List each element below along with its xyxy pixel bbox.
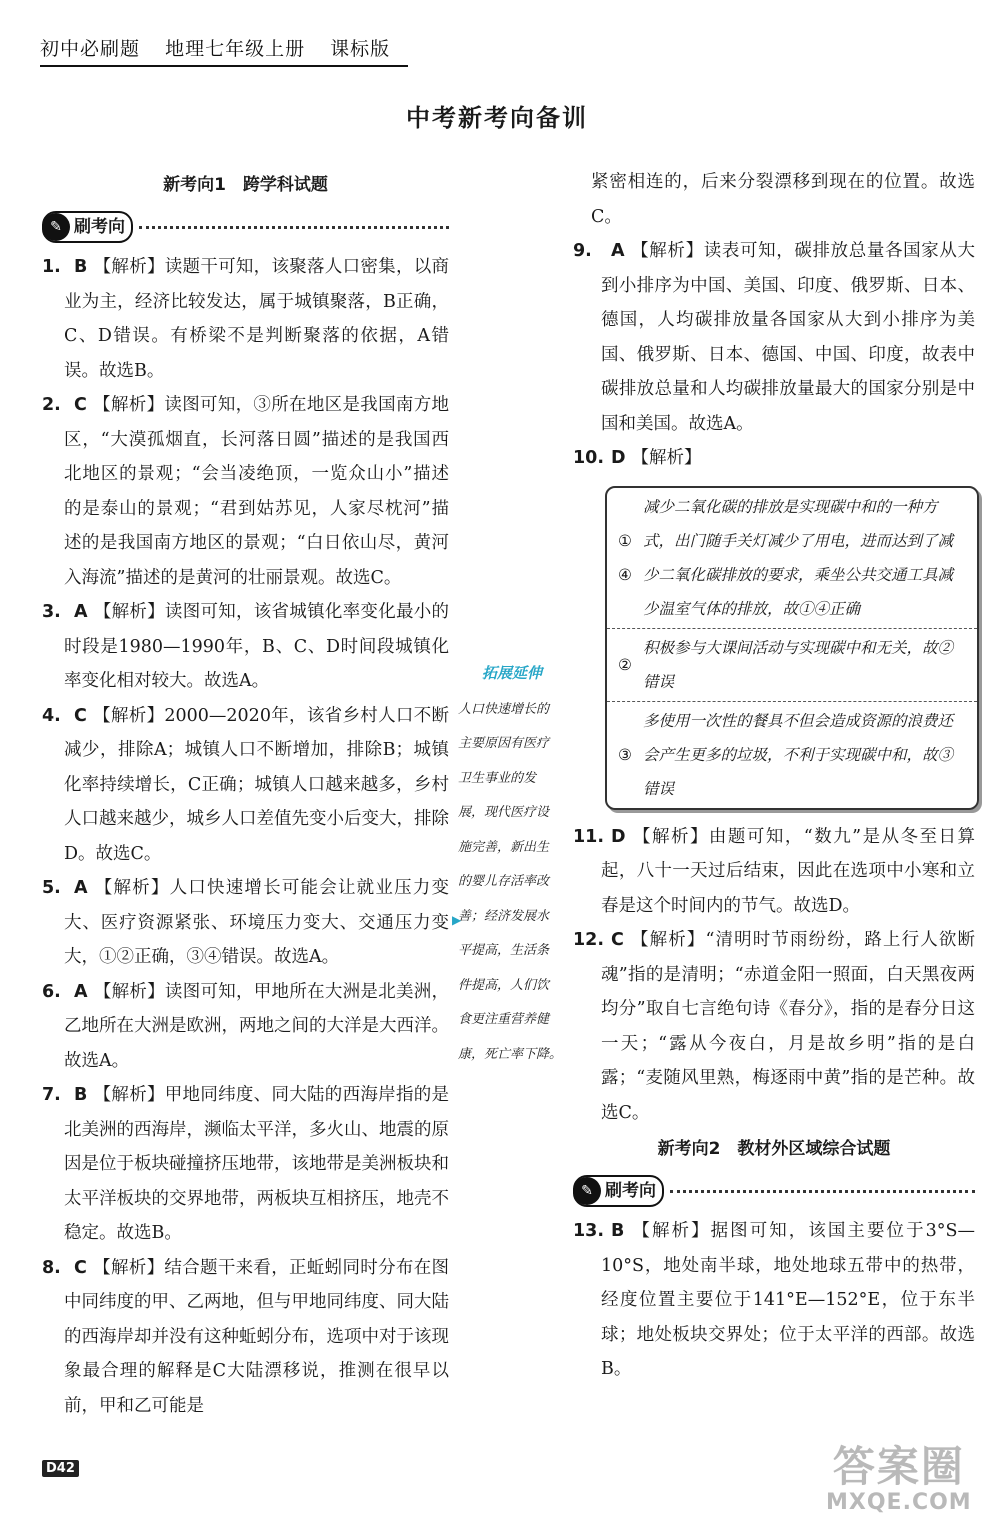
analysis-table bbox=[605, 486, 979, 810]
item-tag: 【解析】 bbox=[93, 1085, 165, 1105]
item-answer: B bbox=[74, 257, 88, 277]
subject-name: 地理七年级上册 bbox=[165, 38, 306, 60]
sidebar-line: 展，现代医疗设 bbox=[458, 805, 550, 820]
item-answer: C bbox=[611, 930, 624, 950]
item-tag: 【解析】 bbox=[93, 981, 165, 1002]
sidebar-line: 人口快速增长的 bbox=[458, 701, 550, 717]
item-number: 11. bbox=[573, 826, 605, 847]
dotted-rule bbox=[139, 226, 449, 229]
table-row bbox=[607, 629, 977, 702]
item-number: 5. bbox=[42, 878, 61, 898]
sidebar-arrow-icon: ▶ bbox=[452, 913, 462, 927]
sidebar-title: 拓展延伸 bbox=[481, 664, 542, 682]
answer-item bbox=[573, 923, 975, 1130]
answer-item bbox=[573, 820, 975, 924]
table-row bbox=[607, 488, 977, 629]
sidebar-line: 主要原因有医疗 bbox=[458, 736, 550, 751]
row-text: 减少二氧化碳的排放是实现碳中和的一种方式，出门随手关灯减少了用电，进而达到了减少二氧化碳排放的要求，乘坐公共交通工具减少温室气体的排放，故①④正确 bbox=[643, 497, 954, 618]
answer-item-9 bbox=[573, 234, 975, 441]
item-answer: C bbox=[74, 395, 87, 415]
item-text: 人口快速增长可能会让就业压力变大、医疗资源紧张、环境压力变大、交通压力变大，①②正确，③④错误。故选A。 bbox=[64, 878, 450, 967]
row-label: ② bbox=[618, 655, 632, 674]
answer-item bbox=[42, 1251, 449, 1424]
series-name: 初中必刷题 bbox=[40, 38, 141, 60]
left-column bbox=[42, 168, 449, 1423]
answer-item bbox=[42, 1078, 449, 1251]
item-tag: 【解析】 bbox=[92, 395, 165, 415]
sidebar-text bbox=[458, 693, 566, 1073]
answer-item-10 bbox=[573, 441, 975, 476]
item-text: 读图可知，甲地所在大洲是北美洲，乙地所在大洲是欧洲，两地之间的大洋是大西洋。故选A。 bbox=[64, 981, 450, 1071]
badge-row bbox=[42, 210, 449, 244]
item-answer: C bbox=[74, 705, 87, 726]
row-text: 积极参与大课间活动与实现碳中和无关，故②错误 bbox=[643, 638, 954, 691]
item-number: 3. bbox=[42, 602, 61, 622]
item-number: 13. bbox=[573, 1221, 605, 1241]
badge-row-2 bbox=[573, 1174, 975, 1208]
answer-item bbox=[42, 975, 449, 1079]
watermark-logo bbox=[826, 1442, 972, 1515]
table-row bbox=[607, 702, 977, 808]
item-answer: A bbox=[74, 981, 88, 1002]
item-text: 读图可知，③所在地区是我国南方地区，“大漠孤烟直，长河落日圆”描述的是我国西北地区的景观；“会当凌绝顶，一览众山小”描述的是泰山的景观；“君到姑苏见，人家尽枕河”描述的是我国南方地区的景观；“白日依山尽，黄河入海流”描述的是黄河的壮丽景观。故选C。 bbox=[64, 395, 450, 588]
answer-item bbox=[42, 871, 449, 975]
item-text: 读图可知，该省城镇化率变化最小的时段是1980—1990年，B、C、D时间段城镇化率变化相对较大。故选A。 bbox=[64, 602, 450, 691]
edition-name: 课标版 bbox=[330, 38, 391, 60]
practice-badge-2 bbox=[573, 1175, 664, 1207]
item-answer: B bbox=[611, 1221, 625, 1241]
item-answer: B bbox=[74, 1085, 88, 1105]
item-number: 4. bbox=[42, 705, 61, 726]
pencil-icon: ✎ bbox=[573, 1177, 601, 1205]
left-item-list bbox=[42, 250, 449, 1423]
item-text: 甲地同纬度、同大陆的西海岸指的是北美洲的西海岸，濒临太平洋，多火山、地震的原因是位于板块碰撞挤压地带，该地带是美洲板块和太平洋板块的交界地带，两板块互相挤压，地壳不稳定。故选B。 bbox=[64, 1085, 450, 1243]
extension-sidebar bbox=[458, 656, 566, 1072]
sidebar-line: 康，死亡率下降。 bbox=[458, 1046, 563, 1062]
item-tag: 【解析】 bbox=[92, 1257, 165, 1278]
sidebar-line: 善；经济发展水 bbox=[458, 908, 550, 924]
item-number: 2. bbox=[42, 395, 61, 415]
sidebar-line: 的婴儿存活率改 bbox=[458, 874, 550, 889]
item-number: 6. bbox=[42, 981, 61, 1002]
answer-item-13 bbox=[573, 1214, 975, 1387]
sidebar-line: 食更注重营养健 bbox=[458, 1012, 550, 1027]
item-number: 8. bbox=[42, 1257, 61, 1278]
item-number: 10. bbox=[573, 448, 605, 468]
item-number: 1. bbox=[42, 257, 61, 277]
item-answer: D bbox=[611, 826, 626, 847]
item-tag: 【解析】 bbox=[631, 448, 702, 468]
item-text: 结合题干来看，正蚯蚓同时分布在图中同纬度的甲、乙两地，但与甲地同纬度、同大陆的西海岸却并没有这种蚯蚓分布，选项中对于该现象最合理的解释是C大陆漂移说，推测在很早以前，甲和乙可能是 bbox=[64, 1257, 450, 1416]
row-label: ③ bbox=[618, 745, 632, 764]
practice-badge bbox=[42, 211, 133, 243]
item-text: 据图可知，该国主要位于3°S—10°S，地处南半球，地处地球五带中的热带，经度位置主要位于141°E—152°E，位于东半球；地处板块交界处；位于太平洋的西部。故选B。 bbox=[601, 1221, 976, 1379]
item-text: 2000—2020年，该省乡村人口不断减少，排除A；城镇人口不断增加，排除B；城镇化率持续增长，C正确；城镇人口越来越多，乡村人口越来越少，城乡人口差值先变小后变大，排除D。故选C。 bbox=[64, 705, 449, 864]
item-text: 读题干可知，该聚落人口密集，以商业为主，经济比较发达，属于城镇聚落，B正确，C、D错误。有桥梁不是判断聚落的依据，A错误。故选B。 bbox=[64, 257, 450, 381]
section1-title: 新考向1 跨学科试题 bbox=[163, 175, 328, 195]
item-number: 9. bbox=[573, 241, 592, 261]
running-header bbox=[40, 34, 408, 67]
item-text: 读表可知，碳排放总量各国家从大到小排序为中国、美国、印度、俄罗斯、日本、德国，人均碳排放量各国家从大到小排序为美国、俄罗斯、日本、德国、中国、印度，故表中碳排放总量和人均碳排放量最大的国家分别是中国和美国。故选A。 bbox=[601, 241, 976, 434]
item-tag: 【解析】 bbox=[630, 1221, 711, 1241]
dotted-rule bbox=[670, 1190, 975, 1193]
item-answer: D bbox=[611, 448, 626, 468]
item-answer: C bbox=[74, 1257, 87, 1278]
answer-item bbox=[42, 699, 449, 872]
sidebar-line: 件提高，人们饮 bbox=[458, 977, 550, 993]
item-answer: A bbox=[611, 241, 625, 261]
page-number: D42 bbox=[42, 1460, 79, 1477]
page-title: 中考新考向备训 bbox=[406, 104, 588, 132]
answer-item bbox=[42, 250, 449, 388]
answer-item bbox=[42, 595, 449, 699]
sidebar-line: 施完善，新出生 bbox=[458, 839, 550, 855]
item-answer: A bbox=[74, 878, 88, 898]
watermark-top: 答案圈 bbox=[832, 1442, 965, 1491]
continuation-text: 紧密相连的，后来分裂漂移到现在的位置。故选C。 bbox=[591, 172, 975, 227]
item-tag: 【解析】 bbox=[93, 257, 165, 277]
section2-title: 新考向2 教材外区域综合试题 bbox=[657, 1139, 891, 1159]
badge-label: 刷考向 bbox=[605, 1180, 656, 1201]
sidebar-line: 卫生事业的发 bbox=[458, 770, 537, 786]
pencil-icon: ✎ bbox=[42, 213, 70, 241]
item-tag: 【解析】 bbox=[92, 705, 165, 726]
answer-item bbox=[42, 388, 449, 595]
right-item-list bbox=[573, 820, 975, 1131]
item-text: 由题可知，“数九”是从冬至日算起，八十一天过后结束，因此在选项中小寒和立春是这个时间内的节气。故选D。 bbox=[601, 826, 975, 916]
item-answer: A bbox=[74, 602, 88, 622]
right-column bbox=[573, 165, 975, 1387]
watermark-bottom: MXQE.COM bbox=[826, 1490, 972, 1515]
badge-label: 刷考向 bbox=[74, 216, 125, 237]
item-tag: 【解析】 bbox=[629, 930, 706, 950]
item-tag: 【解析】 bbox=[93, 602, 165, 622]
item-tag: 【解析】 bbox=[93, 878, 170, 898]
sidebar-line: 平提高，生活条 bbox=[458, 943, 550, 958]
item-tag: 【解析】 bbox=[630, 241, 704, 261]
row-text: 多使用一次性的餐具不但会造成资源的浪费还会产生更多的垃圾，不利于实现碳中和，故③错误 bbox=[643, 711, 954, 798]
item-number: 12. bbox=[573, 930, 605, 950]
item-text: “清明时节雨纷纷，路上行人欲断魂”指的是清明；“赤道金阳一照面，白天黑夜两均分”取自七言绝句诗《春分》，指的是春分日这一天；“露从今夜白，月是故乡明”指的是白露；“麦随风里熟，梅逐雨中黄”指的是芒种。故选C。 bbox=[601, 930, 976, 1123]
item-tag: 【解析】 bbox=[631, 826, 709, 847]
row-label: ① ④ bbox=[618, 531, 632, 584]
item-number: 7. bbox=[42, 1085, 61, 1105]
